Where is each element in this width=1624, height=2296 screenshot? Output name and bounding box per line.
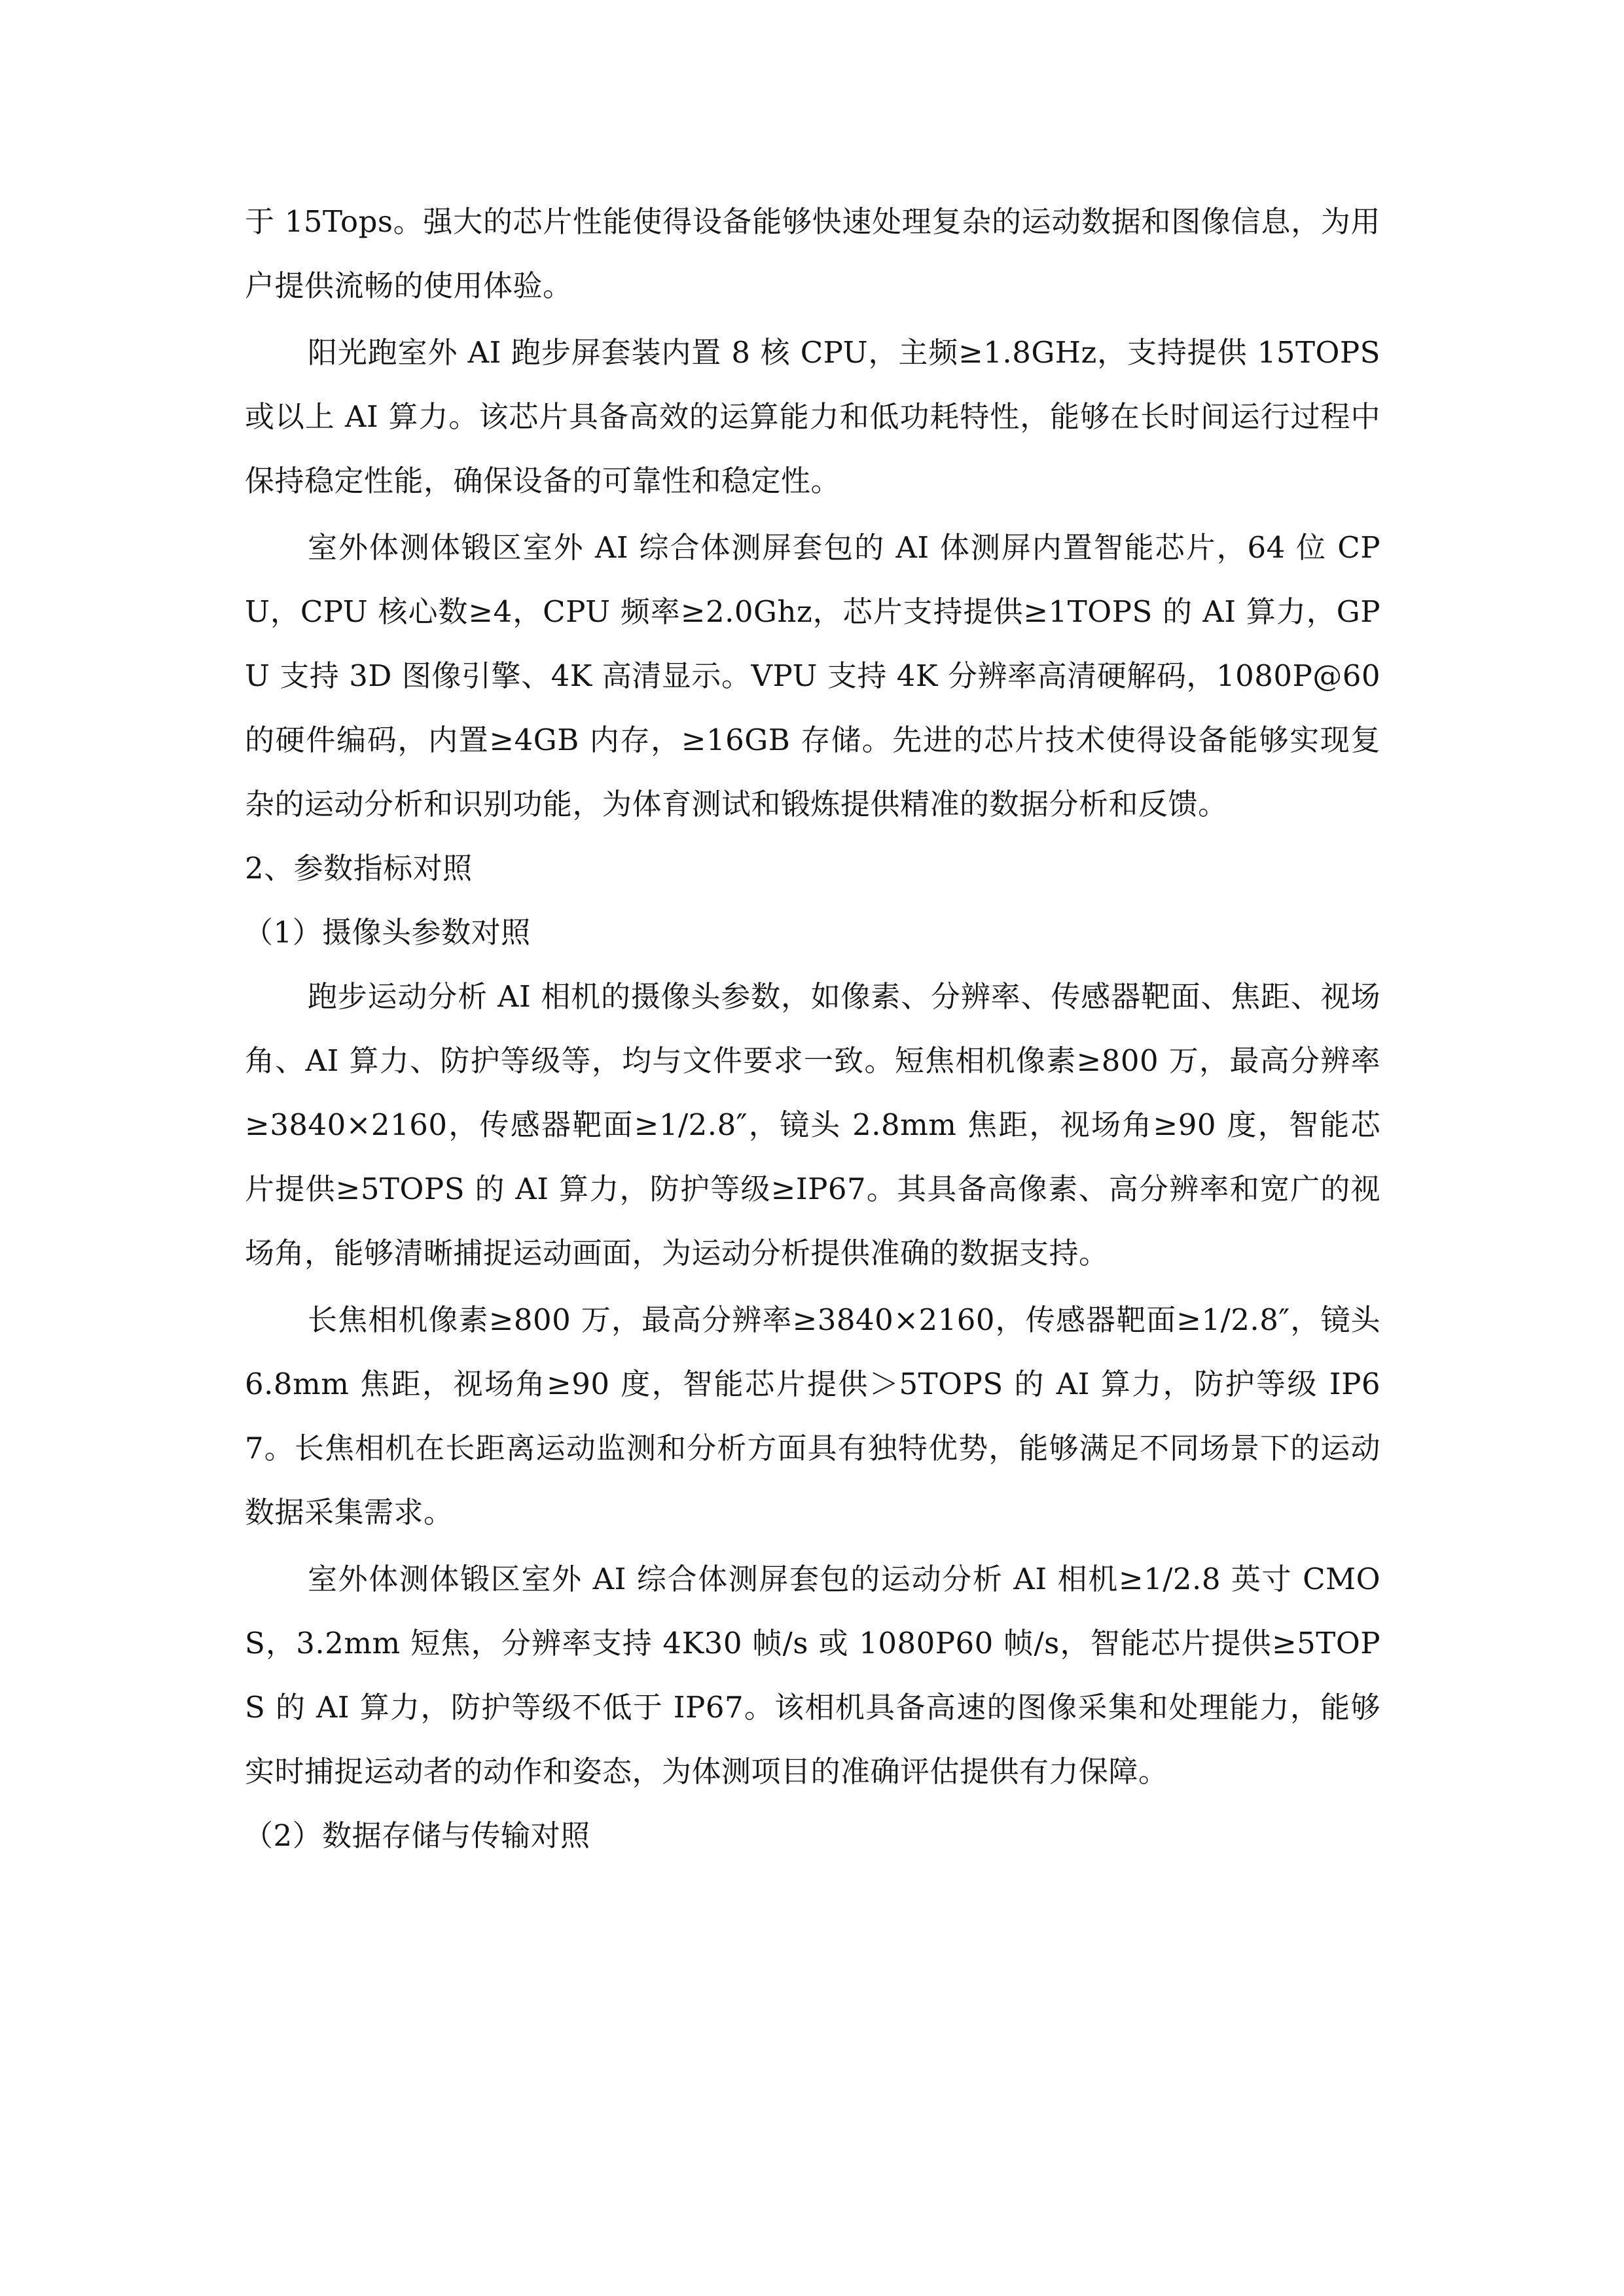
paragraph-motion-analysis-camera: 室外体测体锻区室外 AI 综合体测屏套包的运动分析 AI 相机≥1/2.8 英寸 CMOS，3.2mm 短焦，分辨率支持 4K30 帧/s 或 1080P60 帧/s，智能芯片提供≥5TOPS 的 AI 算力，防护等级不低于 IP67。该相机具备高速的图像采集和处理能力，能够实时捕捉运动者的动作和姿态，为体测项目的准确评估提供有力保障。	[245, 1562, 1380, 1789]
paragraph-long-focus-camera: 长焦相机像素≥800 万，最高分辨率≥3840×2160，传感器靶面≥1/2.8″，镜头 6.8mm 焦距，视场角≥90 度，智能芯片提供＞5TOPS 的 AI 算力，防护等级 IP67。长焦相机在长距离运动监测和分析方面具有独特优势，能够满足不同场景下的运动数据采集需求。	[245, 1302, 1380, 1530]
document-body	[245, 190, 1380, 1868]
paragraph-fitness-screen-chip: 室外体测体锻区室外 AI 综合体测屏套包的 AI 体测屏内置智能芯片，64 位 CPU，CPU 核心数≥4，CPU 频率≥2.0Ghz，芯片支持提供≥1TOPS 的 AI 算力，GPU 支持 3D 图像引擎、4K 高清显示。VPU 支持 4K 分辨率高清硬解码，1080P@60 的硬件编码，内置≥4GB 内存，≥16GB 存储。先进的芯片技术使得设备能够实现复杂的运动分析和识别功能，为体育测试和锻炼提供精准的数据分析和反馈。	[245, 530, 1380, 821]
paragraph-short-focus-camera: 跑步运动分析 AI 相机的摄像头参数，如像素、分辨率、传感器靶面、焦距、视场角、AI 算力、防护等级等，均与文件要求一致。短焦相机像素≥800 万，最高分辨率≥3840×2160，传感器靶面≥1/2.8″，镜头 2.8mm 焦距，视场角≥90 度，智能芯片提供≥5TOPS 的 AI 算力，防护等级≥IP67。其具备高像素、高分辨率和宽广的视场角，能够清晰捕捉运动画面，为运动分析提供准确的数据支持。	[245, 979, 1380, 1270]
paragraph-chip-performance: 于 15Tops。强大的芯片性能使得设备能够快速处理复杂的运动数据和图像信息，为用户提供流畅的使用体验。	[245, 204, 1380, 303]
paragraph-running-screen-cpu: 阳光跑室外 AI 跑步屏套装内置 8 核 CPU，主频≥1.8GHz，支持提供 15TOPS 或以上 AI 算力。该芯片具备高效的运算能力和低功耗特性，能够在长时间运行过程中保持稳定性能，确保设备的可靠性和稳定性。	[245, 335, 1380, 498]
subsection-heading-data-storage: （2）数据存储与传输对照	[244, 1818, 590, 1853]
subsection-heading-camera-parameters: （1）摄像头参数对照	[244, 915, 531, 950]
section-heading-parameter-comparison: 2、参数指标对照	[245, 851, 473, 886]
